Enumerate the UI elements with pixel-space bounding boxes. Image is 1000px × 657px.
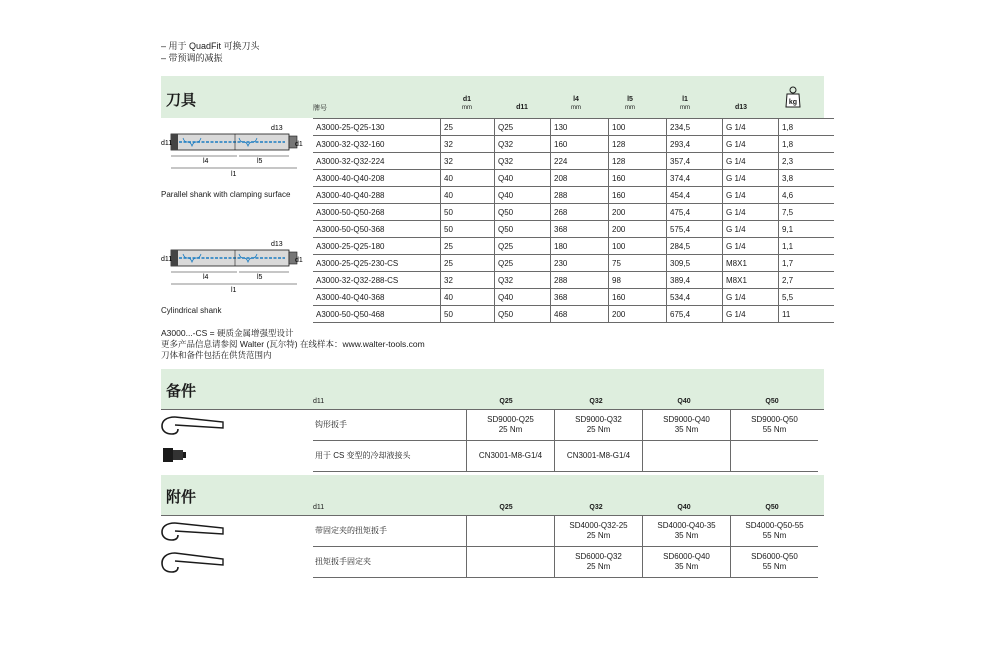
cell-d11: Q50 <box>495 221 551 238</box>
item-code: CN3001-M8-G1/4 <box>478 451 543 460</box>
item-code: SD4000-Q50-55 <box>745 521 804 530</box>
cell-q32 <box>555 547 643 578</box>
item-label: 扭矩扳手固定夹 <box>313 547 467 578</box>
cell-d1: 40 <box>441 289 495 306</box>
cell-art: A3000-40-Q40-208 <box>313 170 441 187</box>
header-d11: d11 <box>516 104 528 111</box>
item-code: SD9000-Q40 <box>663 415 710 424</box>
item-code: SD9000-Q32 <box>575 415 622 424</box>
cell-art: A3000-25-Q25-180 <box>313 238 441 255</box>
tools-header-band <box>161 76 824 118</box>
header-d1-label: d1 <box>462 96 472 103</box>
item-torque: 55 Nm <box>762 562 787 571</box>
header-l4-unit: mm <box>571 105 581 111</box>
accessories-header-d11: d11 <box>313 504 325 511</box>
cell-q25 <box>467 547 555 578</box>
dim-label-d11: d11 <box>161 140 173 147</box>
table-row <box>313 255 834 272</box>
dim-label-l4: l4 <box>203 274 209 281</box>
cell-d13: G 1/4 <box>723 153 779 170</box>
dim-label-d13: d13 <box>271 125 283 132</box>
cell-q32 <box>555 441 643 472</box>
cell-kg: 1,1 <box>779 238 835 255</box>
table-row <box>313 272 834 289</box>
cell-art: A3000-40-Q40-368 <box>313 289 441 306</box>
table-row <box>313 441 818 472</box>
spares-table <box>313 409 818 472</box>
cell-d11: Q25 <box>495 255 551 272</box>
cell-kg: 9,1 <box>779 221 835 238</box>
cell-d1: 50 <box>441 306 495 323</box>
hook-wrench-icon <box>161 413 227 437</box>
spares-col-q32: Q32 <box>589 398 603 405</box>
cell-d1: 50 <box>441 221 495 238</box>
cell-q50 <box>731 516 819 547</box>
cell-d1: 40 <box>441 187 495 204</box>
cell-d13: G 1/4 <box>723 187 779 204</box>
cell-d13: G 1/4 <box>723 289 779 306</box>
cell-l1: 389,4 <box>667 272 723 289</box>
header-l5-unit: mm <box>625 105 635 111</box>
cell-l5: 160 <box>609 187 667 204</box>
caption-cylindrical-shank: Cylindrical shank <box>161 306 222 315</box>
header-l1-unit: mm <box>680 105 690 111</box>
cell-l4: 368 <box>551 289 609 306</box>
header-l4 <box>565 96 587 112</box>
cell-d11: Q50 <box>495 204 551 221</box>
intro-line: – 用于 QuadFit 可换刀头 <box>161 41 260 51</box>
cell-l1: 475,4 <box>667 204 723 221</box>
note-line: A3000...-CS = 硬质金属增强型设计 <box>161 328 294 338</box>
cell-d11: Q32 <box>495 272 551 289</box>
header-l1 <box>674 96 696 112</box>
item-torque: 25 Nm <box>586 562 611 571</box>
dim-label-d11: d11 <box>161 256 173 263</box>
accessories-header-band <box>161 475 824 515</box>
item-code: SD6000-Q50 <box>751 552 798 561</box>
accessories-table <box>313 515 818 578</box>
cell-d13: G 1/4 <box>723 238 779 255</box>
cell-l4: 268 <box>551 204 609 221</box>
table-row <box>313 306 834 323</box>
item-label: 钩形扳手 <box>313 410 467 441</box>
cell-kg: 5,5 <box>779 289 835 306</box>
item-torque: 35 Nm <box>674 562 699 571</box>
cell-d13: G 1/4 <box>723 136 779 153</box>
note-line: 更多产品信息请参阅 Walter (瓦尔特) 在线样本：www.walter-tools.com <box>161 339 425 349</box>
cell-d13: G 1/4 <box>723 170 779 187</box>
coolant-connector-icon <box>161 445 187 465</box>
cell-l4: 368 <box>551 221 609 238</box>
cell-q40 <box>643 441 731 472</box>
cell-art: A3000-25-Q25-230-CS <box>313 255 441 272</box>
accessories-col-q40: Q40 <box>677 504 691 511</box>
notes <box>161 328 425 361</box>
cell-d1: 32 <box>441 272 495 289</box>
cell-q25 <box>467 441 555 472</box>
cell-l5: 128 <box>609 136 667 153</box>
spares-col-q50: Q50 <box>765 398 779 405</box>
cell-d11: Q32 <box>495 153 551 170</box>
dim-label-l4: l4 <box>203 158 209 165</box>
cell-d13: G 1/4 <box>723 306 779 323</box>
cell-l1: 675,4 <box>667 306 723 323</box>
weight-kg-icon <box>785 86 801 108</box>
cell-l5: 160 <box>609 170 667 187</box>
spares-header-band <box>161 369 824 409</box>
cell-l1: 534,4 <box>667 289 723 306</box>
cell-d1: 25 <box>441 255 495 272</box>
dim-label-d1: d1 <box>295 257 303 264</box>
cell-q25 <box>467 516 555 547</box>
header-d1 <box>457 96 477 112</box>
header-article: 牌号 <box>313 105 327 112</box>
cell-kg: 1,8 <box>779 136 835 153</box>
table-row <box>313 516 818 547</box>
item-label: 用于 CS 变型的冷却液接头 <box>313 441 467 472</box>
cell-l4: 468 <box>551 306 609 323</box>
cell-d11: Q50 <box>495 306 551 323</box>
cell-l1: 284,5 <box>667 238 723 255</box>
cell-l5: 100 <box>609 238 667 255</box>
cell-d1: 40 <box>441 170 495 187</box>
dim-label-l1: l1 <box>231 171 237 178</box>
cell-art: A3000-32-Q32-224 <box>313 153 441 170</box>
cell-kg: 1,7 <box>779 255 835 272</box>
item-label: 带固定夹的扭矩扳手 <box>313 516 467 547</box>
item-torque: 25 Nm <box>498 425 523 434</box>
cell-d1: 32 <box>441 153 495 170</box>
table-row <box>313 136 834 153</box>
table-row <box>313 119 834 136</box>
cell-kg: 11 <box>779 306 835 323</box>
cell-l4: 208 <box>551 170 609 187</box>
table-row <box>313 238 834 255</box>
cell-q32 <box>555 410 643 441</box>
table-row <box>313 221 834 238</box>
item-code: SD9000-Q25 <box>487 415 534 424</box>
cell-l1: 293,4 <box>667 136 723 153</box>
cell-l5: 98 <box>609 272 667 289</box>
item-torque: 35 Nm <box>674 425 699 434</box>
item-code: SD4000-Q40-35 <box>657 521 716 530</box>
cell-kg: 4,6 <box>779 187 835 204</box>
cell-d1: 50 <box>441 204 495 221</box>
cell-q50 <box>731 410 819 441</box>
item-code: CN3001-M8-G1/4 <box>566 451 631 460</box>
cell-q25 <box>467 410 555 441</box>
cell-l4: 224 <box>551 153 609 170</box>
cell-art: A3000-25-Q25-130 <box>313 119 441 136</box>
cell-art: A3000-40-Q40-288 <box>313 187 441 204</box>
item-torque: 25 Nm <box>586 425 611 434</box>
cell-art: A3000-50-Q50-468 <box>313 306 441 323</box>
cell-l4: 180 <box>551 238 609 255</box>
cell-d13: G 1/4 <box>723 119 779 136</box>
cell-l4: 288 <box>551 272 609 289</box>
cell-l1: 309,5 <box>667 255 723 272</box>
table-row <box>313 410 818 441</box>
cell-l4: 230 <box>551 255 609 272</box>
cell-d11: Q40 <box>495 170 551 187</box>
cell-l5: 200 <box>609 306 667 323</box>
header-d13: d13 <box>734 104 748 111</box>
cell-q50 <box>731 441 819 472</box>
item-code: SD4000-Q32-25 <box>569 521 628 530</box>
cell-l5: 100 <box>609 119 667 136</box>
caption-parallel-shank: Parallel shank with clamping surface <box>161 190 291 199</box>
table-row <box>313 289 834 306</box>
item-torque: 25 Nm <box>586 531 611 540</box>
cell-l5: 200 <box>609 204 667 221</box>
tools-table <box>313 118 834 323</box>
item-code: SD6000-Q40 <box>663 552 710 561</box>
table-row <box>313 153 834 170</box>
cell-kg: 2,7 <box>779 272 835 289</box>
note-line: 刀体和备件包括在供货范围内 <box>161 350 272 360</box>
dim-label-l1: l1 <box>231 287 237 294</box>
torque-wrench-icon <box>161 519 227 543</box>
spares-col-q40: Q40 <box>677 398 691 405</box>
item-code: SD9000-Q50 <box>751 415 798 424</box>
cell-l1: 454,4 <box>667 187 723 204</box>
item-code: SD6000-Q32 <box>575 552 622 561</box>
accessories-col-q25: Q25 <box>499 504 513 511</box>
intro-line: – 带预调的减振 <box>161 53 223 63</box>
cell-d1: 25 <box>441 119 495 136</box>
dim-label-d1: d1 <box>295 141 303 148</box>
header-l5-label: l5 <box>627 96 633 103</box>
tools-section-title: 刀具 <box>166 92 197 109</box>
cell-q32 <box>555 516 643 547</box>
accessories-col-q32: Q32 <box>589 504 603 511</box>
table-row <box>313 547 818 578</box>
spares-section-title: 备件 <box>166 383 197 400</box>
parallel-shank-diagram <box>161 120 305 182</box>
weight-kg-label: kg <box>788 99 798 106</box>
cell-d13: M8X1 <box>723 255 779 272</box>
item-torque: 35 Nm <box>674 531 699 540</box>
intro-text <box>161 40 260 64</box>
item-torque: 55 Nm <box>762 425 787 434</box>
cell-l5: 160 <box>609 289 667 306</box>
cell-l1: 374,4 <box>667 170 723 187</box>
cell-d11: Q25 <box>495 119 551 136</box>
cell-d11: Q32 <box>495 136 551 153</box>
cell-kg: 7,5 <box>779 204 835 221</box>
cell-art: A3000-50-Q50-368 <box>313 221 441 238</box>
table-row <box>313 187 834 204</box>
cell-d1: 32 <box>441 136 495 153</box>
wrench-clamp-icon <box>161 549 227 575</box>
cell-l4: 160 <box>551 136 609 153</box>
cell-l1: 575,4 <box>667 221 723 238</box>
cell-d1: 25 <box>441 238 495 255</box>
dim-label-d13: d13 <box>271 241 283 248</box>
cell-d11: Q40 <box>495 289 551 306</box>
item-torque: 55 Nm <box>762 531 787 540</box>
cell-q40 <box>643 547 731 578</box>
cell-l1: 357,4 <box>667 153 723 170</box>
header-l4-label: l4 <box>573 96 579 103</box>
cell-l5: 200 <box>609 221 667 238</box>
table-row <box>313 204 834 221</box>
cell-l1: 234,5 <box>667 119 723 136</box>
cell-d11: Q40 <box>495 187 551 204</box>
cell-d11: Q25 <box>495 238 551 255</box>
cell-l5: 128 <box>609 153 667 170</box>
dim-label-l5: l5 <box>257 274 263 281</box>
cell-d13: G 1/4 <box>723 204 779 221</box>
cell-l5: 75 <box>609 255 667 272</box>
cell-d13: G 1/4 <box>723 221 779 238</box>
cell-kg: 2,3 <box>779 153 835 170</box>
cell-art: A3000-32-Q32-288-CS <box>313 272 441 289</box>
spares-col-q25: Q25 <box>499 398 513 405</box>
cell-q40 <box>643 516 731 547</box>
header-l1-label: l1 <box>682 96 688 103</box>
dim-label-l5: l5 <box>257 158 263 165</box>
cell-l4: 288 <box>551 187 609 204</box>
cell-l4: 130 <box>551 119 609 136</box>
cell-art: A3000-50-Q50-268 <box>313 204 441 221</box>
cell-q40 <box>643 410 731 441</box>
table-row <box>313 170 834 187</box>
header-d1-unit: mm <box>462 105 472 111</box>
cylindrical-shank-diagram <box>161 236 305 298</box>
accessories-col-q50: Q50 <box>765 504 779 511</box>
cell-d13: M8X1 <box>723 272 779 289</box>
cell-q50 <box>731 547 819 578</box>
accessories-section-title: 附件 <box>166 489 197 506</box>
spares-header-d11: d11 <box>313 398 325 405</box>
header-l5 <box>619 96 641 112</box>
cell-kg: 3,8 <box>779 170 835 187</box>
cell-kg: 1,8 <box>779 119 835 136</box>
cell-art: A3000-32-Q32-160 <box>313 136 441 153</box>
